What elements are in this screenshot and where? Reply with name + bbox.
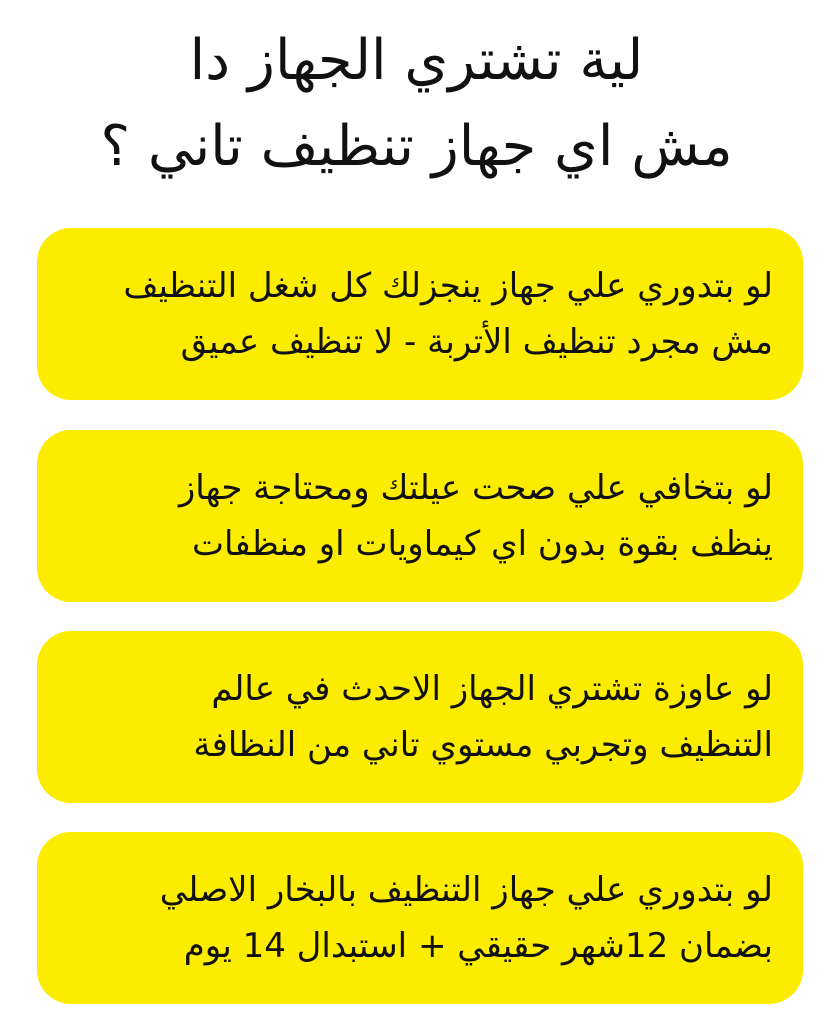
benefit-card-deep-cleaning bbox=[37, 228, 803, 400]
headline-line-1: لية تشتري الجهاز دا bbox=[189, 28, 644, 93]
benefit-card-chemical-free bbox=[37, 430, 803, 602]
benefit-card-latest-device bbox=[37, 631, 803, 803]
benefit-card-line-2: ينظف بقوة بدون اي كيماويات او منظفات bbox=[192, 524, 773, 564]
benefit-card-line-1: لو بتدوري علي جهاز ينجزلك كل شغل التنظيف bbox=[123, 266, 773, 306]
benefit-card-line-2: التنظيف وتجربي مستوي تاني من النظافة bbox=[193, 725, 773, 765]
benefit-card-line-1: لو بتدوري علي جهاز التنظيف بالبخار الاصلي bbox=[159, 870, 773, 910]
headline bbox=[40, 18, 793, 190]
benefit-card-line-1: لو بتخافي علي صحت عيلتك ومحتاجة جهاز bbox=[178, 468, 773, 508]
benefit-card-line-1: لو عاوزة تشتري الجهاز الاحدث في عالم bbox=[211, 669, 773, 709]
benefit-card-line-2: بضمان 12شهر حقيقي + استبدال 14 يوم bbox=[183, 926, 773, 966]
headline-line-2: مش اي جهاز تنظيف تاني ؟ bbox=[100, 114, 733, 179]
benefit-card-warranty bbox=[37, 832, 803, 1004]
benefit-card-line-2: مش مجرد تنظيف الأتربة - لا تنظيف عميق bbox=[180, 322, 773, 362]
